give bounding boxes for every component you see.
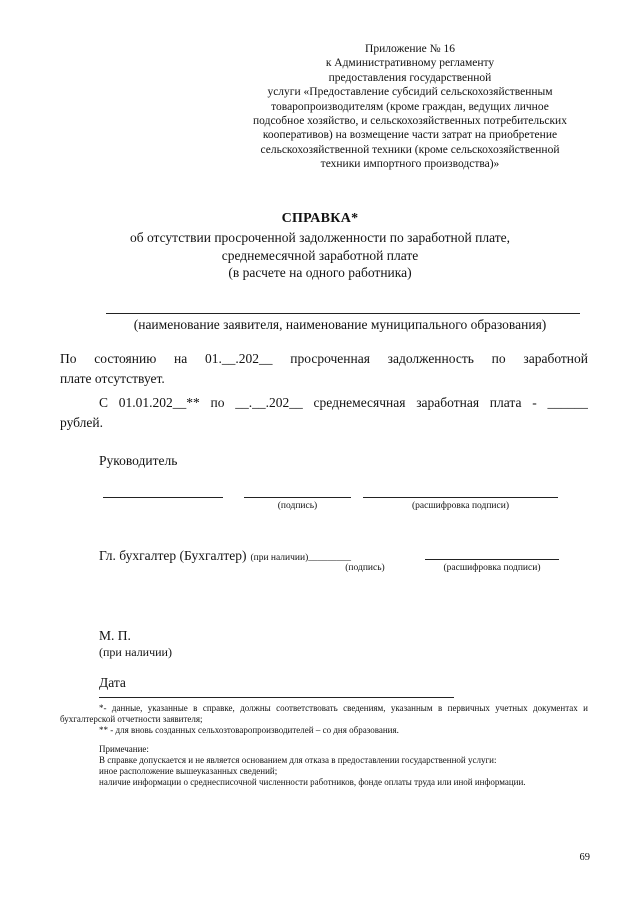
document-subtitle <box>60 229 580 282</box>
document-title: СПРАВКА* <box>281 211 359 226</box>
stamp-label: М. П. <box>99 628 131 643</box>
accountant-note: (при наличии)_________ <box>250 553 351 563</box>
paragraph-salary-line2: рублей. <box>60 415 104 430</box>
appendix-line: услуги «Предоставление субсидий сельскохозяйственным <box>267 86 553 99</box>
accountant-label: Гл. бухгалтер (Бухгалтер) <box>99 548 247 563</box>
footnotes <box>60 703 588 736</box>
date-label: Дата <box>99 675 126 690</box>
head-decryption-line[interactable] <box>363 497 558 498</box>
appendix-line: Приложение № 16 <box>365 43 455 55</box>
subtitle-line: среднемесячной заработной плате <box>221 247 419 263</box>
head-decryption-caption: (расшифровка подписи) <box>412 501 509 511</box>
footnote-1: *- данные, указанные в справке, должны соответствовать сведениям, указанным в первичных учетных документах и бухгалтерской отчетности заявителя; <box>60 703 588 724</box>
note-line: иное расположение вышеуказанных сведений; <box>99 766 278 776</box>
note-block <box>60 744 588 788</box>
accountant-signature-caption: (подпись) <box>345 563 385 573</box>
appendix-line: сельскохозяйственной техники (кроме сельскохозяйственной <box>260 143 560 156</box>
subtitle-line: об отсутствии просроченной задолженности по заработной плате, <box>129 230 510 245</box>
appendix-line: техники импортного производства)» <box>320 158 500 171</box>
head-label: Руководитель <box>99 453 178 468</box>
footnote-2: ** - для вновь созданных сельхозтоваропроизводителей – со дня образования. <box>99 725 399 735</box>
appendix-line: предоставления государственной <box>328 71 492 84</box>
page-number: 69 <box>579 852 590 863</box>
appendix-line: к Административному регламенту <box>325 57 495 70</box>
head-signature-line[interactable] <box>244 497 351 498</box>
paragraph-debt-line2: плате отсутствует. <box>60 371 165 386</box>
head-position-line[interactable] <box>103 497 223 498</box>
paragraph-salary-line1: С 01.01.202__** по __.__.202__ среднемесячная заработная плата - ______ <box>99 395 588 410</box>
appendix-line: товаропроизводителям (кроме граждан, ведущих личное <box>271 100 549 113</box>
paragraph-debt-line1: По состоянию на 01.__.202__ просроченная задолженность по заработной <box>60 351 588 366</box>
accountant-decryption-line[interactable] <box>425 559 559 560</box>
accountant-row <box>99 546 351 566</box>
head-signature-caption: (подпись) <box>277 501 318 511</box>
appendix-line: подсобное хозяйство, и сельскохозяйственных потребительских <box>253 115 567 128</box>
appendix-line: кооперативов) на возмещение части затрат на приобретение <box>262 129 558 142</box>
applicant-caption: (наименование заявителя, наименование муниципального образования) <box>133 317 547 332</box>
note-heading: Примечание: <box>99 744 149 754</box>
subtitle-line: (в расчете на одного работника) <box>228 265 412 280</box>
note-line: В справке допускается и не является основанием для отказа в предоставлении государственной услуги: <box>99 755 497 765</box>
footnote-divider <box>99 697 454 698</box>
applicant-name-line[interactable] <box>106 313 580 314</box>
stamp-note: (при наличии) <box>99 645 172 659</box>
note-line: наличие информации о среднесписочной численности работников, фонде оплаты труда или иной информации. <box>99 777 526 787</box>
accountant-decryption-caption: (расшифровка подписи) <box>443 563 541 573</box>
appendix-header <box>218 42 602 172</box>
